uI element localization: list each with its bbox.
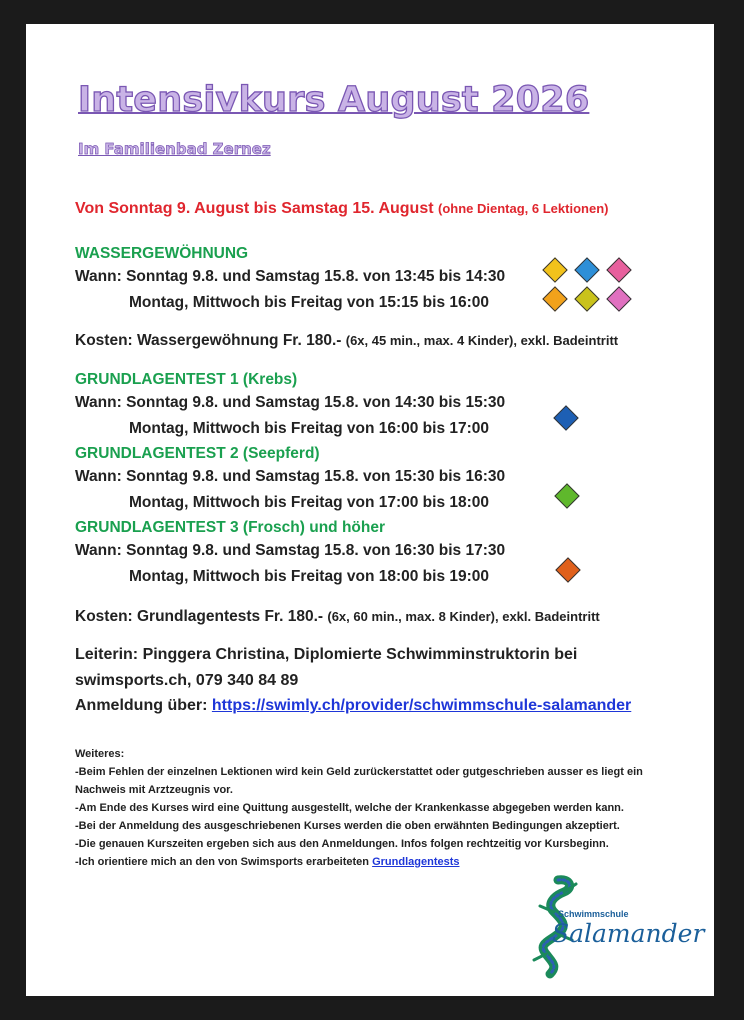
weiteres-heading: Weiteres: — [75, 748, 125, 760]
tests-kosten-note: (6x, 60 min., max. 8 Kinder), exkl. Badeintritt — [327, 609, 600, 624]
weiteres-item: -Die genauen Kurszeiten ergeben sich aus den Anmeldungen. Infos folgen rechtzeitig vor Kursbeginn. — [75, 838, 609, 850]
test2-heading: GRUNDLAGENTEST 2 (Seepferd) — [75, 445, 320, 462]
anmeldung-label: Anmeldung über: — [75, 697, 208, 714]
tests-kosten-main: Kosten: Grundlagentests Fr. 180.- — [75, 608, 324, 625]
anmeldung — [75, 697, 631, 715]
seahorse-icon — [554, 483, 579, 508]
duck-icon — [542, 257, 567, 282]
hippo-icon — [606, 286, 631, 311]
test3-heading: GRUNDLAGENTEST 3 (Frosch) und höher — [75, 519, 385, 536]
wassergewoehnung-heading: WASSERGEWÖHNUNG — [75, 245, 249, 262]
anmeldung-link[interactable]: https://swimly.ch/provider/schwimmschule-salamander — [211, 697, 632, 714]
test1-line2: Montag, Mittwoch bis Freitag von 16:00 bis 17:00 — [129, 420, 490, 437]
frog-icon — [555, 557, 580, 582]
date-range — [75, 200, 608, 218]
swan-icon — [574, 257, 599, 282]
weiteres-item: -Am Ende des Kurses wird eine Quittung ausgestellt, welche der Krankenkasse abgegeben werden kann. — [75, 802, 624, 814]
tests-kosten — [75, 608, 600, 626]
logo-small-text: Schwimmschule — [558, 909, 629, 919]
weiteres-item: Nachweis mit Arztzeugnis vor. — [75, 784, 233, 796]
leiterin-line2: swimsports.ch, 079 340 84 89 — [75, 672, 299, 689]
logo-big-text: Salamander — [552, 919, 705, 948]
grundlagentests-link[interactable]: Grundlagentests — [372, 856, 460, 868]
date-range-main: Von Sonntag 9. August bis Samstag 15. August — [75, 200, 434, 217]
weiteres-item: -Bei der Anmeldung des ausgeschriebenen Kurses werden die oben erwähnten Bedingungen akzeptiert. — [75, 820, 620, 832]
crab-icon — [553, 405, 578, 430]
dino-icon — [606, 257, 631, 282]
weiteres-last — [75, 856, 460, 868]
wassergewoehnung-line1: Wann: Sonntag 9.8. und Samstag 15.8. von 13:45 bis 14:30 — [75, 268, 506, 285]
test3-line2: Montag, Mittwoch bis Freitag von 18:00 bis 19:00 — [129, 568, 490, 585]
bird-icon — [542, 286, 567, 311]
leiterin-line1: Leiterin: Pinggera Christina, Diplomierte Schwimminstruktorin bei — [75, 646, 578, 663]
wassergewoehnung-line2: Montag, Mittwoch bis Freitag von 15:15 bis 16:00 — [129, 294, 490, 311]
document-page — [26, 24, 714, 996]
test2-line1: Wann: Sonntag 9.8. und Samstag 15.8. von 15:30 bis 16:30 — [75, 468, 506, 485]
weiteres-item: -Beim Fehlen der einzelnen Lektionen wird kein Geld zurückerstattet oder gutgeschrieben ausser es liegt ein — [75, 766, 643, 778]
salamander-logo — [524, 874, 705, 979]
page-subtitle: Im Familienbad Zernez — [78, 140, 271, 158]
test1-line1: Wann: Sonntag 9.8. und Samstag 15.8. von 14:30 bis 15:30 — [75, 394, 506, 411]
wassergewoehnung-kosten-main: Kosten: Wassergewöhnung Fr. 180.- — [75, 332, 342, 349]
wassergewoehnung-kosten — [75, 332, 618, 350]
wassergewoehnung-kosten-note: (6x, 45 min., max. 4 Kinder), exkl. Badeintritt — [345, 333, 619, 348]
page-title: Intensivkurs August 2026 — [78, 80, 590, 120]
date-range-note: (ohne Dientag, 6 Lektionen) — [438, 201, 609, 216]
test1-heading: GRUNDLAGENTEST 1 (Krebs) — [75, 371, 298, 388]
test2-line2: Montag, Mittwoch bis Freitag von 17:00 bis 18:00 — [129, 494, 490, 511]
turtle-icon — [574, 286, 599, 311]
test3-line1: Wann: Sonntag 9.8. und Samstag 15.8. von 16:30 bis 17:30 — [75, 542, 506, 559]
weiteres-last-prefix: -Ich orientiere mich an den von Swimsports erarbeiteten — [75, 856, 370, 868]
